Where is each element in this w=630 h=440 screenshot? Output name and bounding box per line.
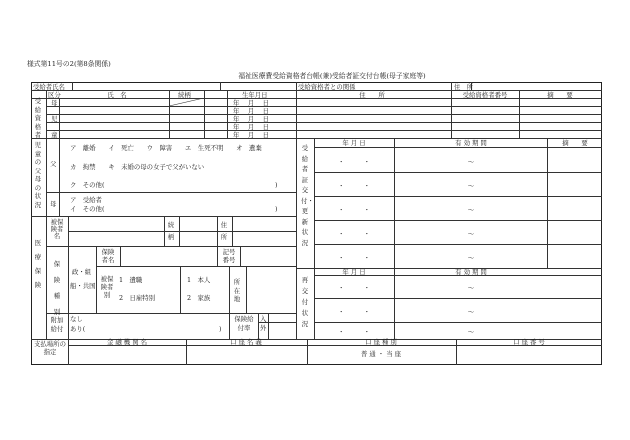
bank-name-label: 金 融 機 関 名 — [106, 338, 148, 346]
father-close-paren: ) — [275, 181, 278, 189]
father-option-line-3: ク その他( — [70, 181, 105, 189]
diagonal-strike — [169, 98, 204, 106]
reissue-period-1: ～ — [467, 284, 475, 292]
issue-date-3: ・ ・ — [338, 206, 370, 214]
mother-label: 母 — [50, 200, 57, 208]
birth-date-5: 年 月 日 — [233, 131, 270, 139]
reissue-period-2: ～ — [467, 308, 475, 316]
birth-date-2: 年 月 日 — [233, 107, 270, 115]
father-option-line-1: ア 離婚 イ 死亡 ウ 障害 エ 生死不明 オ 遺棄 — [70, 144, 262, 152]
issue-side-label: 受給者証交付・更新状況 — [301, 144, 314, 247]
account-type-value: 普 通 ・ 当 座 — [360, 350, 402, 358]
symbol-number-label: 記号番号 — [222, 248, 236, 264]
nashi-label: なし — [70, 315, 83, 323]
insured-address-label: 住所 — [220, 221, 228, 241]
reissue-col-date: 年 月 日 — [342, 268, 366, 276]
issue-date-1: ・ ・ — [338, 158, 370, 166]
reissue-date-1: ・ ・ — [338, 284, 370, 292]
father-label: 父 — [50, 160, 57, 168]
birth-date-3: 年 月 日 — [233, 115, 270, 123]
row-child-1: 児 — [51, 115, 58, 123]
account-number-label: 口 座 番 号 — [513, 338, 545, 346]
row-mother: 母 — [51, 99, 58, 107]
col-birth: 生年月日 — [242, 91, 268, 99]
issue-period-2: ～ — [467, 182, 475, 190]
col-kubun: 区分 — [48, 91, 61, 99]
zokugara-label: 続柄 — [167, 221, 175, 241]
issue-col-date: 年 月 日 — [342, 139, 366, 147]
ari-close-paren: ) — [219, 325, 222, 333]
col-number: 受給資格者番号 — [462, 91, 508, 99]
father-option-line-2: カ 拘禁 キ 未婚の母の女子で父がいない — [70, 163, 205, 171]
recipient-name-label: 受給者氏名 — [33, 83, 65, 91]
relation-label: 受給資格者との関係 — [298, 83, 356, 91]
issue-date-5: ・ ・ — [338, 254, 370, 262]
issue-col-period: 有 効 期 間 — [455, 139, 487, 147]
reissue-date-2: ・ ・ — [338, 308, 370, 316]
issue-col-summary: 摘 要 — [562, 139, 588, 147]
col-zokugara: 続柄 — [178, 91, 191, 99]
reissue-side-label: 再交付状況 — [301, 276, 309, 328]
mother-option-line-2: イ その他( — [70, 205, 105, 213]
self-label: 1 本人 — [187, 276, 211, 284]
out-label: 外 — [260, 324, 267, 332]
row-child-2: 童 — [51, 131, 58, 139]
insured-name-label: 被保険者名 — [50, 218, 64, 240]
reissue-period-3: ～ — [467, 328, 475, 336]
benefit-rate-label: 保険給付率 — [234, 315, 254, 332]
payment-place-label: 支払場所の指定 — [34, 340, 66, 356]
reissue-col-period: 有 効 期 間 — [455, 268, 487, 276]
issue-period-3: ～ — [467, 206, 475, 214]
mother-option-line-1: ア 受給者 — [70, 196, 102, 204]
col-address: 住 所 — [359, 91, 385, 99]
option-2-label: 2 日雇特別 — [119, 294, 156, 302]
insurance-type-label: 保険種別 — [53, 260, 61, 316]
qualifier-side-label: 受給資格者 — [34, 97, 42, 139]
option-1-label: 1 遺職 — [119, 276, 143, 284]
issue-date-4: ・ ・ — [338, 230, 370, 238]
mother-close-paren: ) — [275, 205, 278, 213]
reissue-date-3: ・ ・ — [338, 328, 370, 336]
extra-benefit-label: 附加給付 — [50, 316, 64, 333]
birth-date-4: 年 月 日 — [233, 123, 270, 131]
family-label: 2 家族 — [187, 294, 211, 302]
ari-label: あり( — [70, 325, 86, 333]
account-name-label: 口 座 名 義 — [230, 338, 262, 346]
birth-date-1: 年 月 日 — [233, 99, 270, 107]
issue-period-1: ～ — [467, 158, 475, 166]
sen-label: 船・共国 — [70, 282, 96, 290]
hihoken-label: 被保険者別 — [100, 275, 114, 299]
form-title: 福祉医療費受給資格者台帳(兼)受給者証交付台帳(母子家庭等) — [238, 72, 426, 80]
issue-period-4: ～ — [467, 230, 475, 238]
col-name: 氏 名 — [107, 91, 127, 99]
account-type-label: 口 座 種 別 — [365, 338, 397, 346]
in-label: 入 — [260, 315, 267, 323]
issue-date-2: ・ ・ — [338, 182, 370, 190]
location-label: 所在地 — [233, 278, 241, 303]
address-label: 住 所 — [454, 83, 474, 91]
parents-status-side-label: 児童の父母の状況 — [34, 141, 42, 209]
issue-period-5: ～ — [467, 254, 475, 262]
insurer-name-label: 保険者名 — [101, 248, 115, 264]
insurance-side-label: 医療保険 — [34, 239, 42, 289]
col-summary: 摘 要 — [547, 91, 573, 99]
kumiai-label: 政・組 — [72, 268, 92, 276]
form-number: 様式第11号の2(第8条関係) — [27, 60, 111, 68]
